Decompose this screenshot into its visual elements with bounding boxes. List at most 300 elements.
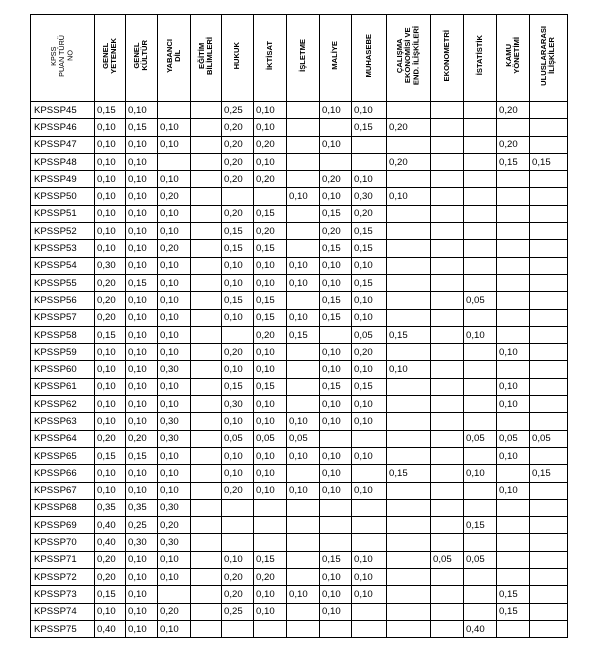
weight-cell: 0,10 — [352, 413, 387, 430]
weight-cell: 0,15 — [320, 378, 352, 395]
weight-cell — [530, 361, 568, 378]
weight-cell — [497, 119, 530, 136]
header-label: İSTATİSTİK — [474, 35, 484, 76]
table-row — [31, 240, 568, 257]
weight-cell: 0,10 — [320, 603, 352, 620]
weight-cell: 0,10 — [254, 465, 287, 482]
weight-cell: 0,20 — [158, 188, 191, 205]
weight-cell: 0,15 — [95, 586, 126, 603]
weight-cell: 0,10 — [352, 171, 387, 188]
weight-cell — [431, 361, 464, 378]
weight-cell — [222, 326, 254, 343]
weight-cell: 0,20 — [254, 326, 287, 343]
weight-cell: 0,10 — [320, 447, 352, 464]
weight-cell: 0,20 — [222, 344, 254, 361]
header-label: EĞİTİM BİLİMLERİ — [196, 36, 214, 75]
weight-cell: 0,15 — [95, 447, 126, 464]
table-row — [31, 413, 568, 430]
weight-cell: 0,10 — [95, 378, 126, 395]
weight-cell: 0,15 — [497, 586, 530, 603]
weight-cell — [464, 586, 497, 603]
weight-cell: 0,10 — [158, 447, 191, 464]
weight-cell — [431, 102, 464, 119]
header-label: YABANCI DİL — [164, 38, 182, 73]
weight-cell — [497, 361, 530, 378]
weight-cell: 0,10 — [126, 603, 158, 620]
weight-cell — [497, 257, 530, 274]
weight-cell: 0,20 — [320, 223, 352, 240]
row-code-cell: KPSSP50 — [31, 188, 95, 205]
weight-cell — [530, 188, 568, 205]
weight-cell: 0,10 — [222, 361, 254, 378]
weight-cell: 0,10 — [387, 188, 431, 205]
weight-cell: 0,10 — [352, 361, 387, 378]
weight-cell: 0,05 — [431, 551, 464, 568]
weight-cell: 0,15 — [352, 119, 387, 136]
weight-cell — [191, 309, 222, 326]
weight-cell — [497, 223, 530, 240]
table-row — [31, 465, 568, 482]
weight-cell — [431, 517, 464, 534]
weight-cell: 0,10 — [126, 240, 158, 257]
weight-cell — [287, 119, 320, 136]
row-code-cell: KPSSP55 — [31, 274, 95, 291]
weight-cell — [287, 102, 320, 119]
header-kamu-yonetimi — [497, 15, 530, 102]
weight-cell — [191, 171, 222, 188]
weight-cell — [497, 171, 530, 188]
weight-cell — [254, 620, 287, 637]
weight-cell: 0,20 — [352, 344, 387, 361]
weight-cell: 0,15 — [320, 292, 352, 309]
weight-cell: 0,15 — [254, 292, 287, 309]
weight-cell: 0,10 — [126, 257, 158, 274]
weight-cell — [464, 569, 497, 586]
weight-cell: 0,35 — [95, 499, 126, 516]
weight-cell — [287, 534, 320, 551]
weight-cell: 0,10 — [95, 603, 126, 620]
weight-cell — [530, 447, 568, 464]
weight-cell — [222, 499, 254, 516]
weight-cell: 0,10 — [352, 309, 387, 326]
header-label: EKONOMETRİ — [441, 29, 451, 82]
weight-cell — [191, 413, 222, 430]
header-label: İŞLETME — [297, 39, 307, 72]
weight-cell: 0,10 — [320, 482, 352, 499]
row-code-cell: KPSSP59 — [31, 344, 95, 361]
weight-cell — [497, 620, 530, 637]
weight-cell — [320, 153, 352, 170]
table-row — [31, 188, 568, 205]
weight-cell: 0,10 — [254, 153, 287, 170]
weight-cell: 0,20 — [497, 102, 530, 119]
weight-cell — [191, 205, 222, 222]
weight-cell: 0,10 — [254, 274, 287, 291]
weight-cell: 0,20 — [95, 569, 126, 586]
weight-cell: 0,10 — [158, 136, 191, 153]
weight-cell — [530, 292, 568, 309]
weight-cell — [287, 171, 320, 188]
weight-cell: 0,20 — [254, 569, 287, 586]
weight-cell — [287, 603, 320, 620]
weight-cell — [352, 153, 387, 170]
weight-cell: 0,15 — [222, 223, 254, 240]
header-label: GENEL KÜLTÜR — [132, 40, 150, 71]
header-yabanci-dil — [158, 15, 191, 102]
weight-cell — [191, 465, 222, 482]
weight-cell — [464, 447, 497, 464]
weight-cell — [464, 482, 497, 499]
weight-cell — [352, 620, 387, 637]
weight-cell — [191, 119, 222, 136]
weight-cell — [158, 153, 191, 170]
weight-cell — [530, 309, 568, 326]
weight-cell — [352, 499, 387, 516]
weight-cell: 0,15 — [530, 465, 568, 482]
weight-cell — [191, 257, 222, 274]
weight-cell — [530, 586, 568, 603]
weight-cell — [497, 534, 530, 551]
weight-cell — [222, 517, 254, 534]
weight-cell — [387, 292, 431, 309]
weight-cell: 0,10 — [126, 378, 158, 395]
weight-cell — [387, 309, 431, 326]
table-row — [31, 171, 568, 188]
weight-cell — [464, 171, 497, 188]
weight-cell: 0,10 — [254, 413, 287, 430]
header-label: MALİYE — [330, 41, 340, 70]
weight-cell — [387, 378, 431, 395]
weight-cell — [431, 378, 464, 395]
row-code-cell: KPSSP67 — [31, 482, 95, 499]
weight-cell — [431, 344, 464, 361]
weight-cell: 0,10 — [126, 396, 158, 413]
weight-cell: 0,05 — [222, 430, 254, 447]
weight-cell — [530, 603, 568, 620]
header-egitim-bilimleri — [191, 15, 222, 102]
row-code-cell: KPSSP70 — [31, 534, 95, 551]
row-code-cell: KPSSP46 — [31, 119, 95, 136]
weight-cell — [387, 482, 431, 499]
weight-cell — [431, 326, 464, 343]
row-code-cell: KPSSP62 — [31, 396, 95, 413]
weight-cell: 0,10 — [464, 326, 497, 343]
weight-cell: 0,10 — [222, 274, 254, 291]
weight-cell — [464, 603, 497, 620]
row-code-cell: KPSSP45 — [31, 102, 95, 119]
weight-cell: 0,10 — [126, 292, 158, 309]
weight-cell — [191, 569, 222, 586]
row-code-cell: KPSSP53 — [31, 240, 95, 257]
weight-cell: 0,10 — [320, 586, 352, 603]
table-row — [31, 603, 568, 620]
weight-cell — [431, 153, 464, 170]
weight-cell — [431, 396, 464, 413]
weight-cell — [387, 171, 431, 188]
weight-cell — [254, 188, 287, 205]
weight-cell: 0,20 — [222, 153, 254, 170]
weight-cell — [387, 603, 431, 620]
weight-cell: 0,15 — [497, 153, 530, 170]
weight-cell — [191, 223, 222, 240]
header-maliye — [320, 15, 352, 102]
weight-cell: 0,15 — [352, 240, 387, 257]
weight-cell — [431, 240, 464, 257]
weight-cell — [530, 344, 568, 361]
weight-cell — [320, 326, 352, 343]
weight-cell: 0,10 — [158, 620, 191, 637]
weight-cell — [530, 223, 568, 240]
weight-cell — [387, 569, 431, 586]
weight-cell: 0,15 — [126, 447, 158, 464]
weight-cell — [352, 465, 387, 482]
weight-cell: 0,30 — [222, 396, 254, 413]
header-genel-yetenek — [95, 15, 126, 102]
weight-cell — [287, 620, 320, 637]
weight-cell — [287, 240, 320, 257]
weight-cell: 0,10 — [95, 344, 126, 361]
weight-cell: 0,10 — [320, 257, 352, 274]
weight-cell — [191, 274, 222, 291]
weight-cell: 0,10 — [95, 223, 126, 240]
weight-cell: 0,15 — [95, 102, 126, 119]
weight-cell — [497, 551, 530, 568]
row-code-cell: KPSSP61 — [31, 378, 95, 395]
weight-cell — [497, 465, 530, 482]
weight-cell: 0,10 — [464, 465, 497, 482]
weight-cell — [464, 205, 497, 222]
weight-cell — [464, 257, 497, 274]
weight-cell: 0,05 — [352, 326, 387, 343]
weight-cell — [530, 396, 568, 413]
row-code-cell: KPSSP47 — [31, 136, 95, 153]
weight-cell — [431, 586, 464, 603]
weight-cell: 0,10 — [497, 396, 530, 413]
weight-cell: 0,20 — [254, 136, 287, 153]
weight-cell: 0,20 — [158, 517, 191, 534]
weight-cell: 0,35 — [126, 499, 158, 516]
weight-cell: 0,10 — [126, 171, 158, 188]
weight-cell: 0,10 — [320, 465, 352, 482]
weight-cell — [320, 620, 352, 637]
row-code-cell: KPSSP49 — [31, 171, 95, 188]
weight-cell — [352, 603, 387, 620]
weight-cell — [222, 620, 254, 637]
weight-cell — [287, 153, 320, 170]
header-label: ULUSLARARASI İLİŞKİLER — [539, 25, 557, 86]
weight-cell: 0,20 — [254, 223, 287, 240]
table-row — [31, 292, 568, 309]
header-muhasebe — [352, 15, 387, 102]
weight-cell: 0,10 — [126, 620, 158, 637]
weight-cell: 0,05 — [464, 292, 497, 309]
weight-cell: 0,15 — [320, 309, 352, 326]
weight-cell: 0,10 — [95, 119, 126, 136]
weight-cell — [387, 447, 431, 464]
weight-cell: 0,20 — [222, 586, 254, 603]
weight-cell — [191, 326, 222, 343]
weight-cell: 0,20 — [126, 430, 158, 447]
weight-cell: 0,20 — [95, 274, 126, 291]
weight-cell: 0,10 — [254, 102, 287, 119]
weight-cell — [464, 534, 497, 551]
table-row — [31, 326, 568, 343]
weight-cell — [287, 569, 320, 586]
weight-cell: 0,30 — [95, 257, 126, 274]
weight-cell — [352, 136, 387, 153]
weight-cell — [287, 551, 320, 568]
weight-cell — [464, 361, 497, 378]
table-row — [31, 223, 568, 240]
weight-cell: 0,10 — [126, 569, 158, 586]
table-row — [31, 102, 568, 119]
weight-cell — [387, 430, 431, 447]
weight-cell: 0,10 — [222, 309, 254, 326]
weight-cell — [287, 292, 320, 309]
table-row — [31, 119, 568, 136]
weight-cell: 0,20 — [158, 603, 191, 620]
weight-cell — [464, 396, 497, 413]
weight-cell: 0,10 — [254, 482, 287, 499]
weight-cell — [530, 517, 568, 534]
weight-cell: 0,10 — [352, 257, 387, 274]
row-code-cell: KPSSP60 — [31, 361, 95, 378]
weight-cell — [431, 465, 464, 482]
weight-cell: 0,20 — [320, 171, 352, 188]
weight-cell: 0,10 — [254, 396, 287, 413]
weight-cell: 0,10 — [126, 309, 158, 326]
table-row — [31, 136, 568, 153]
table-row — [31, 430, 568, 447]
weight-cell: 0,05 — [497, 430, 530, 447]
weight-cell — [287, 205, 320, 222]
weight-cell — [352, 534, 387, 551]
weight-cell — [387, 534, 431, 551]
weight-cell: 0,10 — [126, 586, 158, 603]
table-row — [31, 257, 568, 274]
weight-cell — [497, 517, 530, 534]
weight-cell: 0,15 — [254, 551, 287, 568]
header-label: İKTİSAT — [264, 41, 274, 70]
table-row — [31, 309, 568, 326]
weight-cell — [254, 517, 287, 534]
weight-cell: 0,30 — [352, 188, 387, 205]
weight-cell: 0,10 — [222, 413, 254, 430]
weight-cell — [530, 413, 568, 430]
weight-cell — [387, 257, 431, 274]
weight-cell: 0,10 — [352, 482, 387, 499]
weight-cell: 0,15 — [387, 326, 431, 343]
table-row — [31, 620, 568, 637]
weight-cell — [530, 102, 568, 119]
header-label: HUKUK — [232, 41, 242, 70]
weight-cell — [530, 551, 568, 568]
weight-cell: 0,10 — [158, 119, 191, 136]
row-code-cell: KPSSP71 — [31, 551, 95, 568]
weight-cell — [530, 257, 568, 274]
table-row — [31, 447, 568, 464]
weight-cell — [387, 274, 431, 291]
score-weights-table — [30, 14, 568, 638]
weight-cell — [530, 482, 568, 499]
weight-cell: 0,20 — [158, 240, 191, 257]
weight-cell: 0,30 — [158, 413, 191, 430]
row-code-cell: KPSSP73 — [31, 586, 95, 603]
weight-cell: 0,10 — [254, 586, 287, 603]
weight-cell — [387, 102, 431, 119]
weight-cell — [530, 119, 568, 136]
weight-cell — [191, 430, 222, 447]
weight-cell: 0,10 — [287, 274, 320, 291]
weight-cell: 0,10 — [352, 102, 387, 119]
weight-cell — [320, 119, 352, 136]
table-row — [31, 378, 568, 395]
weight-cell — [464, 378, 497, 395]
weight-cell: 0,10 — [95, 188, 126, 205]
weight-cell: 0,10 — [158, 465, 191, 482]
weight-cell: 0,15 — [352, 274, 387, 291]
weight-cell — [431, 257, 464, 274]
weight-cell: 0,10 — [320, 413, 352, 430]
weight-cell: 0,15 — [464, 517, 497, 534]
row-code-cell: KPSSP57 — [31, 309, 95, 326]
weight-cell — [464, 274, 497, 291]
weight-cell — [530, 534, 568, 551]
weight-cell — [191, 292, 222, 309]
weight-cell — [530, 240, 568, 257]
weight-cell — [287, 465, 320, 482]
weight-cell: 0,10 — [287, 482, 320, 499]
weight-cell — [191, 499, 222, 516]
row-code-cell: KPSSP69 — [31, 517, 95, 534]
weight-cell: 0,10 — [126, 223, 158, 240]
table-row — [31, 534, 568, 551]
weight-cell: 0,10 — [126, 188, 158, 205]
weight-cell — [530, 620, 568, 637]
weight-cell: 0,10 — [287, 309, 320, 326]
weight-cell: 0,10 — [126, 344, 158, 361]
weight-cell — [387, 136, 431, 153]
weight-cell — [431, 205, 464, 222]
weight-cell: 0,25 — [222, 603, 254, 620]
table-body — [31, 102, 568, 638]
weight-cell — [222, 534, 254, 551]
weight-cell — [497, 205, 530, 222]
weight-cell — [387, 240, 431, 257]
weight-cell — [191, 603, 222, 620]
weight-cell: 0,10 — [95, 396, 126, 413]
weight-cell: 0,10 — [387, 361, 431, 378]
weight-cell: 0,10 — [320, 274, 352, 291]
weight-cell — [191, 551, 222, 568]
table-row — [31, 517, 568, 534]
weight-cell: 0,10 — [126, 205, 158, 222]
weight-cell: 0,10 — [126, 102, 158, 119]
weight-cell: 0,15 — [95, 326, 126, 343]
table-row — [31, 499, 568, 516]
table-row — [31, 361, 568, 378]
weight-cell — [464, 309, 497, 326]
weight-cell: 0,20 — [222, 569, 254, 586]
weight-cell: 0,20 — [352, 205, 387, 222]
weight-cell: 0,10 — [126, 413, 158, 430]
weight-cell — [431, 223, 464, 240]
weight-cell — [464, 413, 497, 430]
weight-cell: 0,30 — [158, 361, 191, 378]
weight-cell: 0,10 — [287, 257, 320, 274]
table-row — [31, 153, 568, 170]
weight-cell — [530, 569, 568, 586]
